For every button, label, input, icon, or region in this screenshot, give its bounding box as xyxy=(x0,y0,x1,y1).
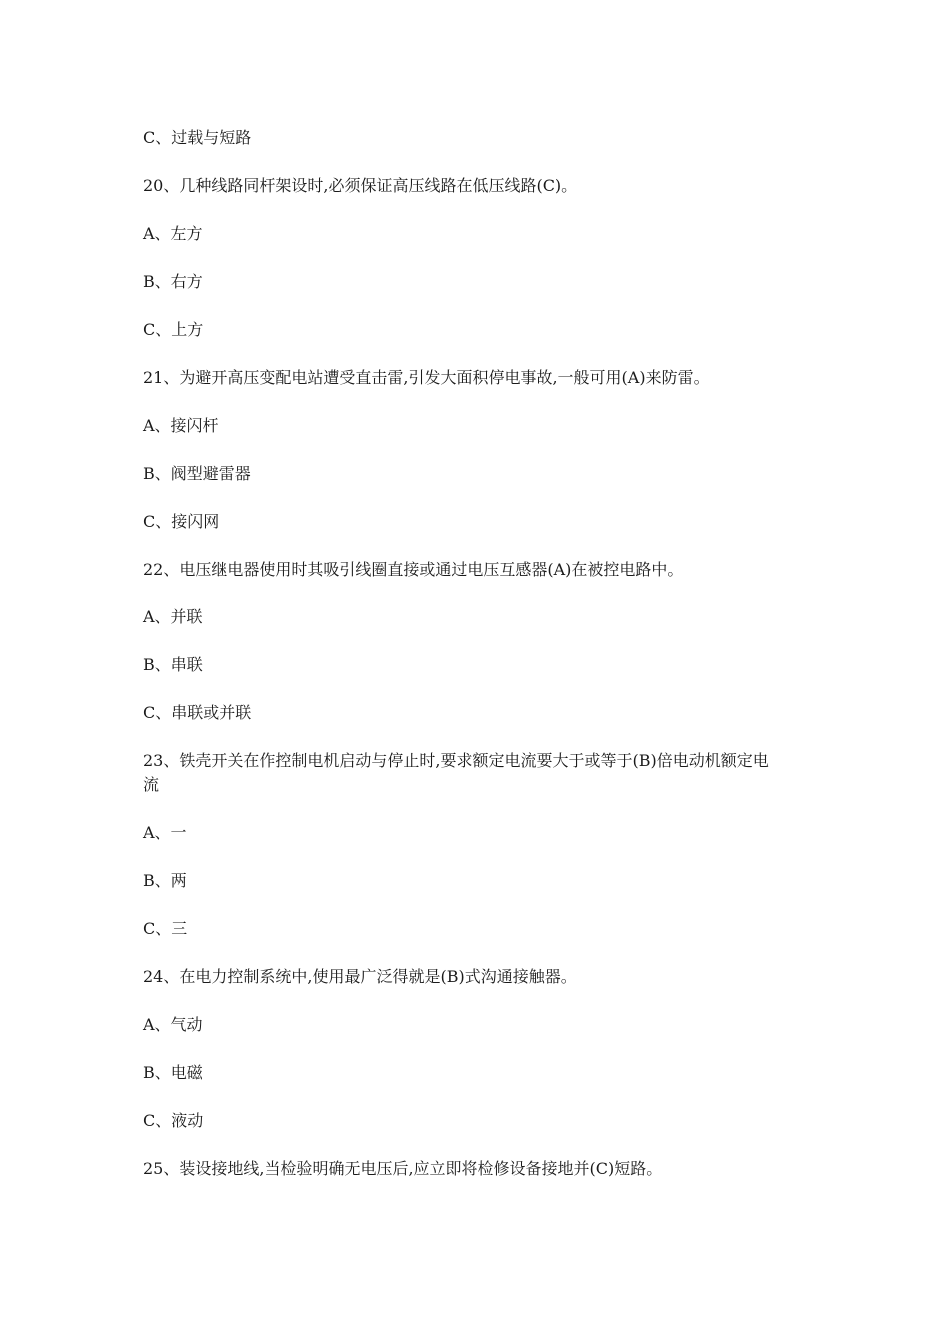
question-23-continuation: 流 xyxy=(143,775,160,794)
option-c-q22: C、串联或并联 xyxy=(143,703,252,722)
option-a-q20: A、左方 xyxy=(143,224,203,243)
option-a-q23: A、一 xyxy=(143,823,187,842)
option-b-q20: B、右方 xyxy=(143,272,203,291)
question-24: 24、在电力控制系统中,使用最广泛得就是(B)式沟通接触器。 xyxy=(143,967,577,986)
option-a-q22: A、并联 xyxy=(143,607,203,626)
option-b-q23: B、两 xyxy=(143,871,187,890)
option-c-q21: C、接闪网 xyxy=(143,512,220,531)
question-21: 21、为避开高压变配电站遭受直击雷,引发大面积停电事故,一般可用(A)来防雷。 xyxy=(143,368,710,387)
option-b-q21: B、阀型避雷器 xyxy=(143,464,251,483)
question-25: 25、装设接地线,当检验明确无电压后,应立即将检修设备接地并(C)短路。 xyxy=(143,1159,663,1178)
option-c-q24: C、液动 xyxy=(143,1111,204,1130)
option-a-q21: A、接闪杆 xyxy=(143,416,219,435)
question-23: 23、铁壳开关在作控制电机启动与停止时,要求额定电流要大于或等于(B)倍电动机额定电 xyxy=(143,751,769,770)
question-20: 20、几种线路同杆架设时,必须保证高压线路在低压线路(C)。 xyxy=(143,176,578,195)
option-b-q24: B、电磁 xyxy=(143,1063,203,1082)
option-a-q24: A、气动 xyxy=(143,1015,203,1034)
option-c-q19: C、过载与短路 xyxy=(143,128,252,147)
option-b-q22: B、串联 xyxy=(143,655,203,674)
option-c-q20: C、上方 xyxy=(143,320,204,339)
option-c-q23: C、三 xyxy=(143,919,188,938)
question-22: 22、电压继电器使用时其吸引线圈直接或通过电压互感器(A)在被控电路中。 xyxy=(143,560,684,579)
